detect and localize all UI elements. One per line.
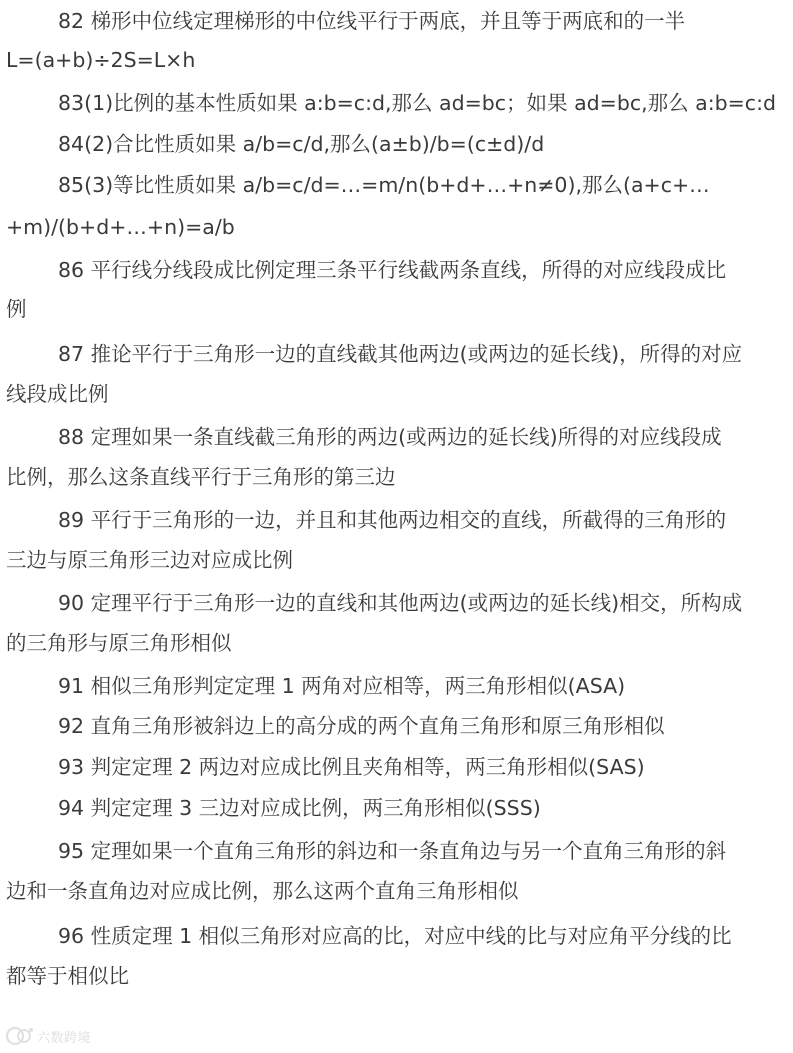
theorem-86-line-2: 例 <box>6 297 27 321</box>
theorem-91-line: 91 相似三角形判定定理 1 两角对应相等，两三角形相似(ASA) <box>58 674 626 698</box>
theorem-89-line-2: 三边与原三角形三边对应成比例 <box>6 548 293 572</box>
watermark-text: 六数跨境 <box>37 1030 92 1046</box>
theorem-86-line-1: 86 平行线分线段成比例定理三条平行线截两条直线，所得的对应线段成比 <box>58 258 727 282</box>
theorem-89-line-1: 89 平行于三角形的一边，并且和其他两边相交的直线，所截得的三角形的 <box>58 508 727 532</box>
theorem-88-line-2: 比例，那么这条直线平行于三角形的第三边 <box>6 465 396 489</box>
theorem-90-line-1: 90 定理平行于三角形一边的直线和其他两边(或两边的延长线)相交，所构成 <box>58 591 743 615</box>
watermark <box>4 1024 91 1048</box>
theorem-93-line: 93 判定定理 2 两边对应成比例且夹角相等，两三角形相似(SAS) <box>58 755 645 779</box>
theorem-96-line-1: 96 性质定理 1 相似三角形对应高的比，对应中线的比与对应角平分线的比 <box>58 924 732 948</box>
theorem-95-line-1: 95 定理如果一个直角三角形的斜边和一条直角边与另一个直角三角形的斜 <box>58 839 727 863</box>
theorem-85-line-2: +m)/(b+d+…+n)=a/b <box>6 215 235 239</box>
theorem-85-line-1: 85(3)等比性质如果 a/b=c/d=…=m/n(b+d+…+n≠0),那么(a+c+… <box>58 173 710 197</box>
theorem-94-line: 94 判定定理 3 三边对应成比例，两三角形相似(SSS) <box>58 796 541 820</box>
watermark-logo-icon <box>4 1025 34 1047</box>
theorem-95-line-2: 边和一条直角边对应成比例，那么这两个直角三角形相似 <box>6 879 519 903</box>
theorem-83-line: 83(1)比例的基本性质如果 a:b=c:d,那么 ad=bc；如果 ad=bc,那么 a:b=c:d <box>58 91 776 115</box>
theorem-82-line-1: 82 梯形中位线定理梯形的中位线平行于两底，并且等于两底和的一半 <box>58 9 686 33</box>
theorem-88-line-1: 88 定理如果一条直线截三角形的两边(或两边的延长线)所得的对应线段成 <box>58 425 722 449</box>
theorem-82-line-2: L=(a+b)÷2S=L×h <box>6 48 196 72</box>
theorem-92-line: 92 直角三角形被斜边上的高分成的两个直角三角形和原三角形相似 <box>58 714 665 738</box>
theorem-87-line-1: 87 推论平行于三角形一边的直线截其他两边(或两边的延长线)，所得的对应 <box>58 342 743 366</box>
theorem-87-line-2: 线段成比例 <box>6 382 109 406</box>
theorem-90-line-2: 的三角形与原三角形相似 <box>6 631 232 655</box>
theorem-96-line-2: 都等于相似比 <box>6 964 129 988</box>
theorem-84-line: 84(2)合比性质如果 a/b=c/d,那么(a±b)/b=(c±d)/d <box>58 132 545 156</box>
